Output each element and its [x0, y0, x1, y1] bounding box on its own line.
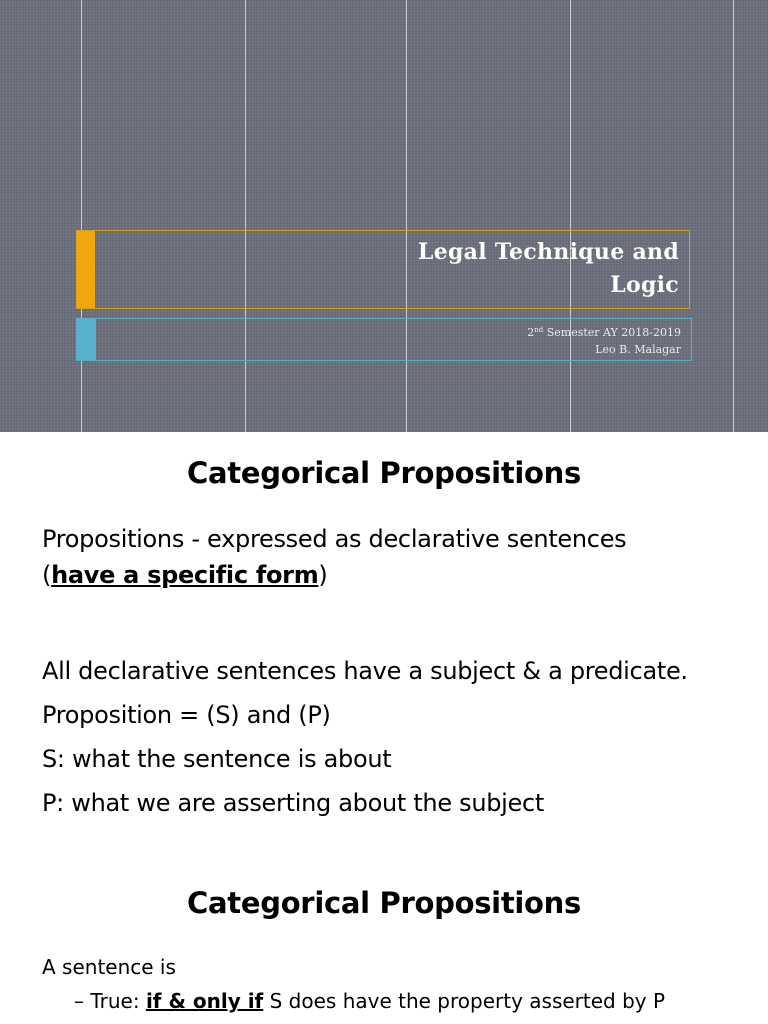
slide-heading: Categorical Propositions — [187, 886, 581, 920]
explanation-line: P: what we are asserting about the subject — [42, 789, 545, 817]
semester-ordinal: nd — [534, 326, 544, 334]
semester-text: Semester AY 2018-2019 — [543, 326, 681, 339]
paren-close: ) — [318, 561, 328, 589]
definition-line: Propositions - expressed as declarative sentences — [42, 525, 627, 553]
content-slide-2 — [0, 864, 768, 1024]
bullet-label: True: — [90, 989, 146, 1013]
explanation-line: S: what the sentence is about — [42, 745, 392, 773]
slide-subtitle — [527, 324, 681, 358]
title-slide — [0, 0, 768, 432]
slide-title-line1: Legal Technique and — [417, 239, 679, 265]
bullet-text: S does have the property asserted by P — [263, 989, 666, 1013]
background-stripe — [81, 0, 82, 432]
intro-text: A sentence is — [42, 955, 176, 979]
subtitle-frame — [76, 318, 692, 361]
definition-form-line — [42, 557, 626, 593]
background-stripe — [406, 0, 407, 432]
bullet-dash: – — [74, 989, 84, 1013]
bullet-item — [74, 986, 665, 1016]
semester-number: 2 — [527, 326, 535, 339]
title-frame — [76, 230, 690, 309]
paren-open: ( — [42, 561, 52, 589]
slide-title — [259, 236, 679, 302]
explanation-block — [42, 649, 688, 825]
background-stripe — [570, 0, 571, 432]
author-name: Leo B. Malagar — [595, 343, 681, 356]
background-stripe — [245, 0, 246, 432]
definition-block — [42, 521, 626, 593]
content-slide-1 — [0, 432, 768, 864]
slide-heading: Categorical Propositions — [187, 456, 581, 490]
semester-line — [527, 324, 681, 341]
background-stripe — [733, 0, 734, 432]
emphasis-text: have a specific form — [51, 561, 319, 589]
slide-title-line2: Logic — [610, 272, 679, 298]
emphasis-text: if & only if — [145, 989, 264, 1013]
explanation-line: All declarative sentences have a subject & a predicate. — [42, 657, 688, 685]
explanation-line: Proposition = (S) and (P) — [42, 701, 331, 729]
